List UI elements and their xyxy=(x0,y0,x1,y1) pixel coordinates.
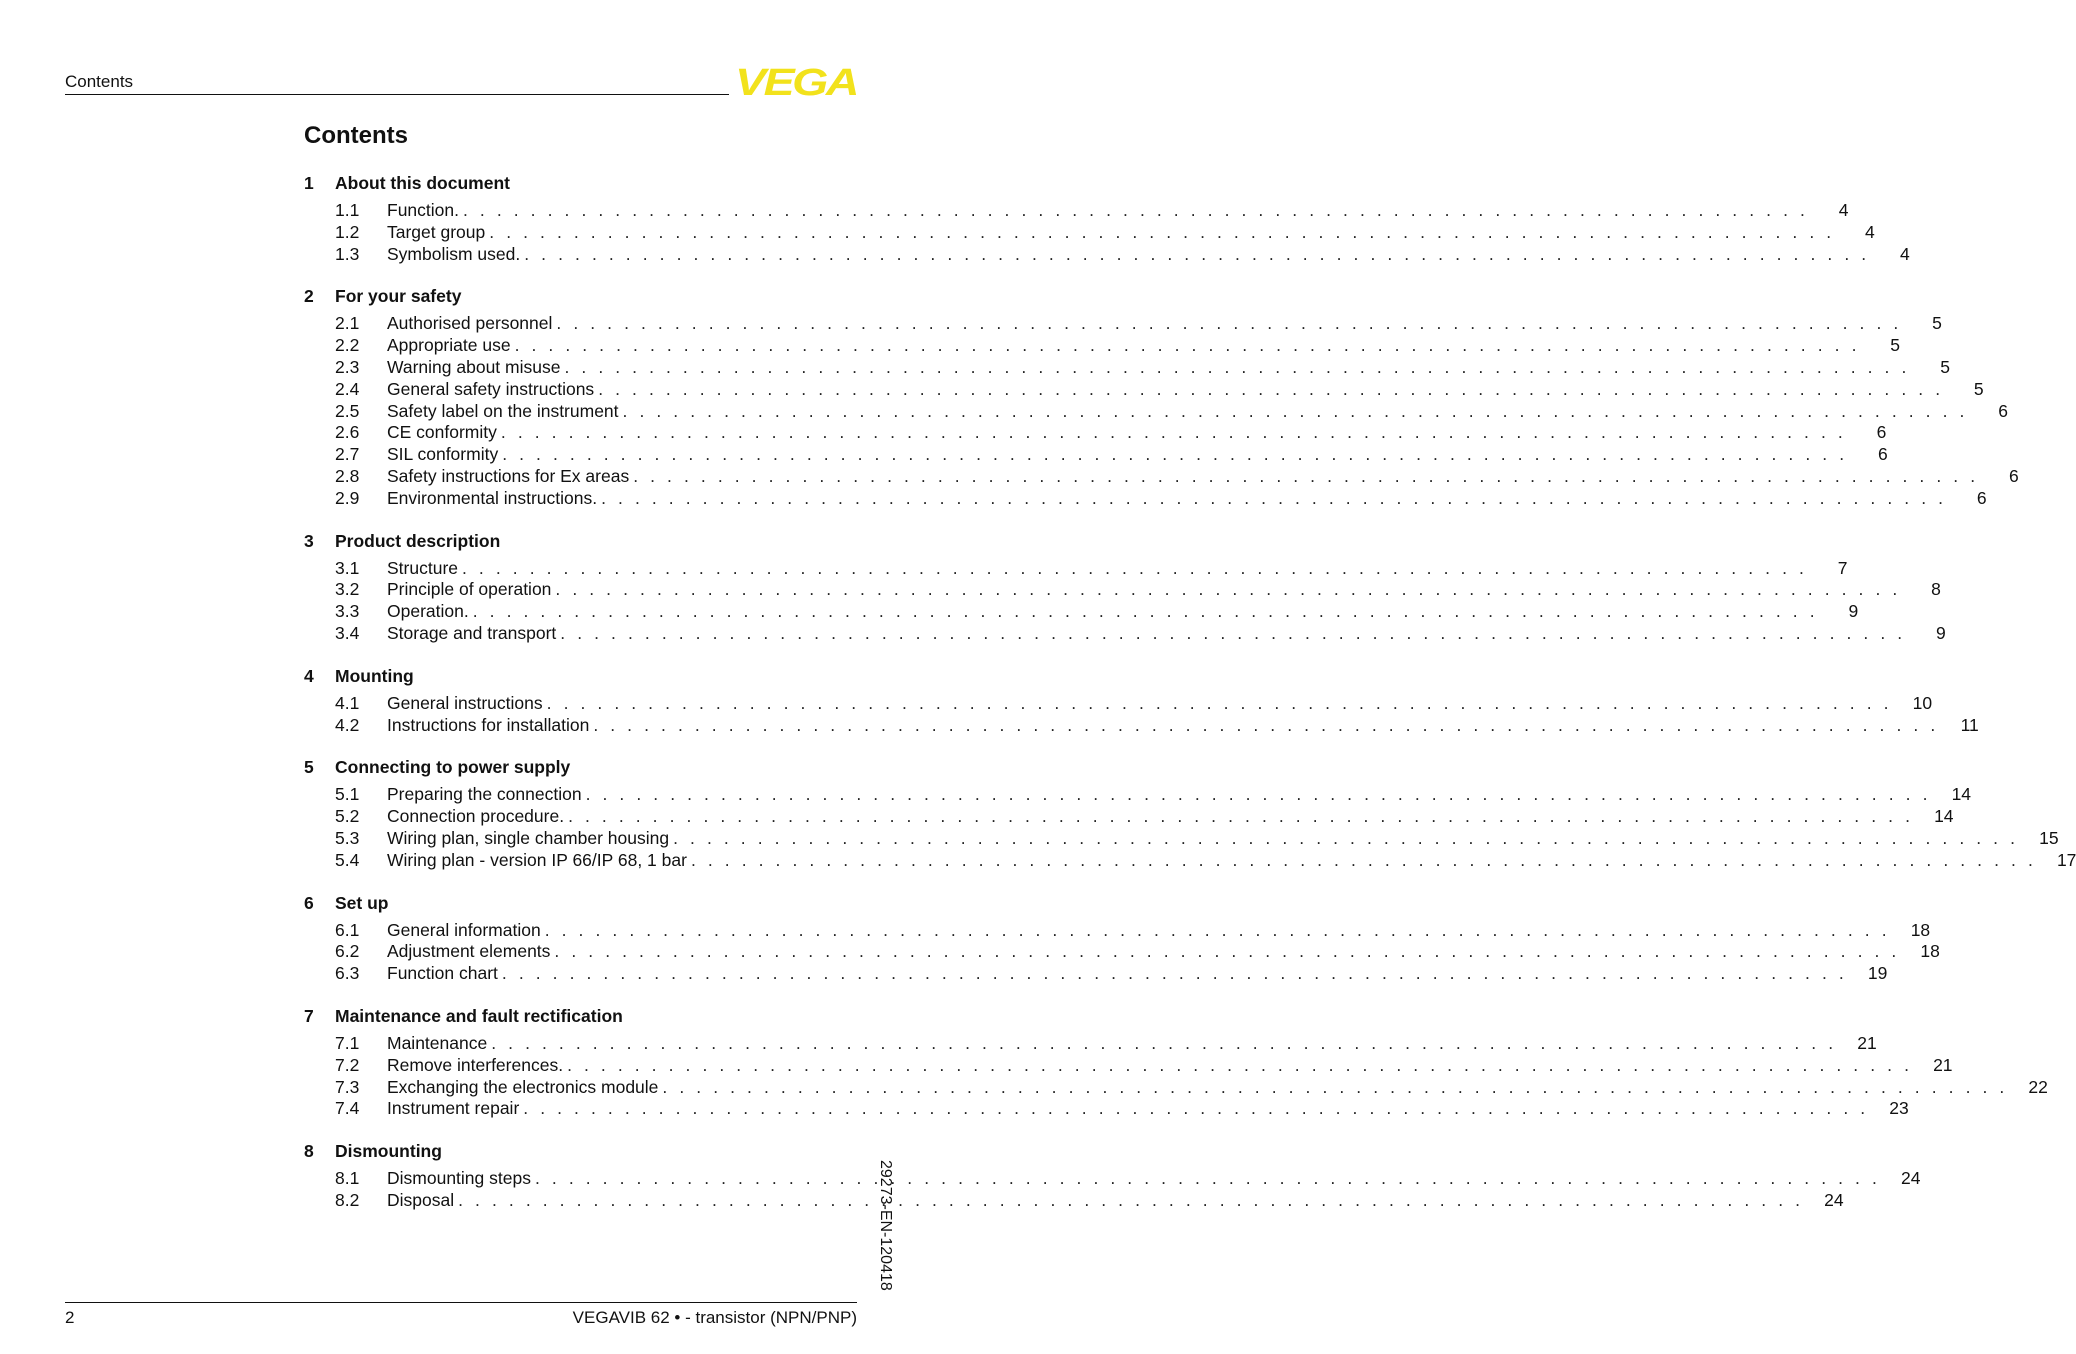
entry-title: General information xyxy=(387,919,541,940)
entry-page: 6 xyxy=(1998,400,2008,421)
leader-dots: . . . . . . . . . . . . . . . . . . . . . . . . . . . . . . . . . . . . . . . . . . . . . . . . . . . . . . . . . . . . . . . . . . . . . . . . . . . . . . . . xyxy=(560,622,1906,643)
document-id: 29273-EN-120418 xyxy=(877,1160,894,1291)
leader-dots: . . . . . . . . . . . . . . . . . . . . . . . . . . . . . . . . . . . . . . . . . . . . . . . . . . . . . . . . . . . . . . . . . . . . . . . . . . . . . . . . xyxy=(523,1098,1869,1119)
toc-section xyxy=(304,529,1946,645)
section-number: 2 xyxy=(304,286,314,307)
entry-page: 23 xyxy=(1889,1098,1909,1119)
toc-entry[interactable] xyxy=(304,1032,1877,1055)
section-heading[interactable] xyxy=(304,284,860,308)
entry-title: General instructions xyxy=(387,692,543,713)
leader-dots: . . . . . . . . . . . . . . . . . . . . . . . . . . . . . . . . . . . . . . . . . . . . . . . . . . . . . . . . . . . . . . . . . . . . . . . . . . . . . . . . xyxy=(598,378,1944,399)
leader-dots: . . . . . . . . . . . . . . . . . . . . . . . . . . . . . . . . . . . . . . . . . . . . . . . . . . . . . . . . . . . . . . . . . . . . . . . . . . . . . . . . xyxy=(585,784,1932,805)
leader-dots: . . . . . . . . . . . . . . . . . . . . . . . . . . . . . . . . . . . . . . . . . . . . . . . . . . . . . . . . . . . . . . . . . . . . . . . . . . . . . . . . xyxy=(544,919,1891,940)
entry-number: 5.2 xyxy=(335,806,360,827)
entry-number: 2.2 xyxy=(335,335,360,356)
section-heading[interactable] xyxy=(304,755,860,779)
leader-dots: . . . . . . . . . . . . . . . . . . . . . . . . . . . . . . . . . . . . . . . . . . . . . . . . . . . . . . . . . . . . . . . . . . . . . . . . . . . . . . . . xyxy=(564,356,1910,377)
leader-dots: . . . . . . . . . . . . . . . . . . . . . . . . . . . . . . . . . . . . . . . . . . . . . . . . . . . . . . . . . . . . . . . . . . . . . . . . . . . . . . . . xyxy=(593,714,1939,735)
toc-entry[interactable] xyxy=(304,1054,1953,1077)
section-title: Product description xyxy=(335,530,501,551)
entry-number: 5.1 xyxy=(335,784,360,805)
entry-page: 9 xyxy=(1936,622,1946,643)
entry-page: 14 xyxy=(1951,784,1972,805)
leader-dots: . . . . . . . . . . . . . . . . . . . . . . . . . . . . . . . . . . . . . . . . . . . . . . . . . . . . . . . . . . . . . . . . . . . . . . . . . . . . . . . . xyxy=(501,963,1848,984)
entry-title: Symbolism used. xyxy=(387,243,521,264)
section-title: For your safety xyxy=(335,286,462,307)
entry-page: 5 xyxy=(1973,378,1984,399)
entry-number: 3.4 xyxy=(335,622,360,643)
leader-dots: . . . . . . . . . . . . . . . . . . . . . . . . . . . . . . . . . . . . . . . . . . . . . . . . . . . . . . . . . . . . . . . . . . . . . . . . . . . . . . . . xyxy=(500,422,1847,443)
toc-entry[interactable] xyxy=(304,692,1933,715)
header-rule xyxy=(65,94,729,95)
toc-entry[interactable] xyxy=(304,1076,2048,1099)
entry-number: 2.8 xyxy=(335,465,360,486)
toc-entry[interactable] xyxy=(304,827,2059,850)
leader-dots: . . . . . . . . . . . . . . . . . . . . . . . . . . . . . . . . . . . . . . . . . . . . . . . . . . . . . . . . . . . . . . . . . . . . . . . . . . . . . . . . xyxy=(472,601,1819,622)
entry-number: 2.7 xyxy=(335,444,360,465)
leader-dots: . . . . . . . . . . . . . . . . . . . . . . . . . . . . . . . . . . . . . . . . . . . . . . . . . . . . . . . . . . . . . . . . . . . . . . . . . . . . . . . . xyxy=(662,1076,2008,1097)
toc-entry[interactable] xyxy=(304,400,2008,423)
entry-title: Instrument repair xyxy=(387,1098,520,1119)
entry-page: 8 xyxy=(1931,579,1941,600)
entry-number: 6.3 xyxy=(335,963,360,984)
leader-dots: . . . . . . . . . . . . . . . . . . . . . . . . . . . . . . . . . . . . . . . . . . . . . . . . . . . . . . . . . . . . . . . . . . . . . . . . . . . . . . . . xyxy=(524,243,1870,264)
section-number: 6 xyxy=(304,892,314,913)
entry-title: Operation. xyxy=(387,601,469,622)
toc-entry[interactable] xyxy=(304,714,1979,737)
entry-title: Environmental instructions. xyxy=(387,487,598,508)
leader-dots: . . . . . . . . . . . . . . . . . . . . . . . . . . . . . . . . . . . . . . . . . . . . . . . . . . . . . . . . . . . . . . . . . . . . . . . . . . . . . . . . xyxy=(554,941,1900,962)
entry-title: CE conformity xyxy=(387,422,497,443)
footer-page-number: 2 xyxy=(65,1308,75,1327)
toc-section xyxy=(304,1004,2048,1120)
entry-number: 5.4 xyxy=(335,849,360,870)
header-label: Contents xyxy=(65,72,134,91)
entry-number: 7.3 xyxy=(335,1076,360,1097)
leader-dots: . . . . . . . . . . . . . . . . . . . . . . . . . . . . . . . . . . . . . . . . . . . . . . . . . . . . . . . . . . . . . . . . . . . . . . . . . . . . . . . . xyxy=(491,1032,1837,1053)
section-number: 3 xyxy=(304,530,314,551)
entry-title: Exchanging the electronics module xyxy=(387,1076,659,1097)
entry-page: 5 xyxy=(1890,335,1901,356)
entry-title: Maintenance xyxy=(387,1032,488,1053)
toc-section xyxy=(304,171,1910,265)
toc-entry[interactable] xyxy=(304,622,1946,645)
toc-entry[interactable] xyxy=(304,1098,1909,1120)
leader-dots: . . . . . . . . . . . . . . . . . . . . . . . . . . . . . . . . . . . . . . . . . . . . . . . . . . . . . . . . . . . . . . . . . . . . . . . . . . . . . . . . xyxy=(567,1054,1913,1075)
entry-number: 3.3 xyxy=(335,601,360,622)
toc-entry[interactable] xyxy=(304,601,1859,623)
toc-entry[interactable] xyxy=(304,378,1984,401)
entry-page: 9 xyxy=(1848,601,1859,622)
section-number: 8 xyxy=(304,1141,314,1162)
entry-page: 5 xyxy=(1932,313,1942,334)
entry-number: 1.1 xyxy=(335,200,360,220)
section-heading[interactable] xyxy=(304,891,860,915)
entry-title: Safety instructions for Ex areas xyxy=(387,465,630,486)
toc-entry[interactable] xyxy=(304,784,1972,806)
entry-page: 11 xyxy=(1960,714,1979,735)
svg-text:VEGA: VEGA xyxy=(735,62,857,104)
entry-page: 4 xyxy=(1865,221,1875,242)
entry-title: Dismounting steps xyxy=(387,1168,531,1189)
entry-title: Structure xyxy=(387,557,458,578)
entry-page: 17 xyxy=(2056,849,2076,870)
entry-number: 7.2 xyxy=(335,1054,360,1075)
entry-title: Function chart xyxy=(387,963,498,984)
entry-number: 2.5 xyxy=(335,400,360,421)
entry-page: 24 xyxy=(1824,1189,1844,1210)
entry-page: 6 xyxy=(1877,444,1888,465)
leader-dots: . . . . . . . . . . . . . . . . . . . . . . . . . . . . . . . . . . . . . . . . . . . . . . . . . . . . . . . . . . . . . . . . . . . . . . . . . . . . . . . . xyxy=(555,579,1901,600)
toc-entry[interactable] xyxy=(304,335,1901,357)
entry-title: Safety label on the instrument xyxy=(387,400,619,421)
vega-logo xyxy=(735,62,859,104)
entry-title: Authorised personnel xyxy=(387,313,553,334)
footer-rule xyxy=(65,1302,857,1303)
entry-page: 21 xyxy=(1933,1054,1953,1075)
entry-number: 6.2 xyxy=(335,941,360,962)
toc-entry[interactable] xyxy=(304,806,1954,828)
toc-entry[interactable] xyxy=(304,963,1888,985)
leader-dots: . . . . . . . . . . . . . . . . . . . . . . . . . . . . . . . . . . . . . . . . . . . . . . . . . . . . . . . . . . . . . . . . . . . . . . . . . . . . . . . . xyxy=(462,557,1808,578)
entry-number: 8.1 xyxy=(335,1168,360,1189)
section-heading[interactable] xyxy=(304,529,860,553)
entry-title: Remove interferences. xyxy=(387,1054,564,1075)
entry-title: Instructions for installation xyxy=(387,714,590,735)
entry-number: 4.2 xyxy=(335,714,360,735)
toc-section xyxy=(304,755,2076,871)
toc-entry[interactable] xyxy=(304,919,1931,942)
leader-dots: . . . . . . . . . . . . . . . . . . . . . . . . . . . . . . . . . . . . . . . . . . . . . . . . . . . . . . . . . . . . . . . . . . . . . . . . . . . . . . . . xyxy=(622,400,1968,421)
entry-number: 5.3 xyxy=(335,827,360,848)
section-title: Set up xyxy=(335,892,389,913)
leader-dots: . . . . . . . . . . . . . . . . . . . . . . . . . . . . . . . . . . . . . . . . . . . . . . . . . . . . . . . . . . . . . . . . . . . . . . . . . . . . . . . . xyxy=(534,1168,1881,1189)
leader-dots: . . . . . . . . . . . . . . . . . . . . . . . . . . . . . . . . . . . . . . . . . . . . . . . . . . . . . . . . . . . . . . . . . . . . . . . . . . . . . . . . xyxy=(556,313,1902,334)
section-title: Maintenance and fault rectification xyxy=(335,1005,623,1026)
toc-entry[interactable] xyxy=(304,200,1849,222)
entry-page: 4 xyxy=(1838,200,1849,220)
section-number: 4 xyxy=(304,665,314,686)
toc-entry[interactable] xyxy=(304,1168,1921,1190)
section-number: 1 xyxy=(304,173,314,193)
toc-section xyxy=(304,664,1979,737)
entry-number: 1.2 xyxy=(335,221,360,242)
entry-number: 2.6 xyxy=(335,422,360,443)
toc-entry[interactable] xyxy=(304,1189,1844,1212)
entry-page: 18 xyxy=(1920,941,1940,962)
entry-number: 7.4 xyxy=(335,1098,360,1119)
entry-page: 10 xyxy=(1912,692,1933,713)
toc-section xyxy=(304,891,1940,985)
toc-entry[interactable] xyxy=(304,487,1987,510)
entry-title: General safety instructions xyxy=(387,378,595,399)
toc-entry[interactable] xyxy=(304,221,1875,244)
section-heading[interactable] xyxy=(304,1139,860,1163)
entry-page: 18 xyxy=(1910,919,1931,940)
entry-number: 2.4 xyxy=(335,378,360,399)
section-heading[interactable] xyxy=(304,1004,860,1028)
toc-entry[interactable] xyxy=(304,465,2019,488)
entry-title: Disposal xyxy=(387,1189,455,1210)
toc-entry[interactable] xyxy=(304,243,1910,266)
toc-entry[interactable] xyxy=(304,941,1940,963)
entry-number: 6.1 xyxy=(335,919,360,940)
toc-entry[interactable] xyxy=(304,557,1848,580)
toc-section xyxy=(304,1139,1921,1212)
leader-dots: . . . . . . . . . . . . . . . . . . . . . . . . . . . . . . . . . . . . . . . . . . . . . . . . . . . . . . . . . . . . . . . . . . . . . . . . . . . . . . . . xyxy=(690,849,2037,870)
entry-page: 5 xyxy=(1940,356,1950,377)
section-title: About this document xyxy=(335,173,510,193)
section-number: 5 xyxy=(304,757,314,778)
entry-page: 21 xyxy=(1857,1032,1877,1053)
page-title: Contents xyxy=(304,122,408,149)
leader-dots: . . . . . . . . . . . . . . . . . . . . . . . . . . . . . . . . . . . . . . . . . . . . . . . . . . . . . . . . . . . . . . . . . . . . . . . . . . . . . . . . xyxy=(546,692,1893,713)
entry-number: 3.2 xyxy=(335,579,360,600)
leader-dots: . . . . . . . . . . . . . . . . . . . . . . . . . . . . . . . . . . . . . . . . . . . . . . . . . . . . . . . . . . . . . . . . . . . . . . . . . . . . . . . . xyxy=(633,465,1979,486)
entry-page: 6 xyxy=(2008,465,2019,486)
leader-dots: . . . . . . . . . . . . . . . . . . . . . . . . . . . . . . . . . . . . . . . . . . . . . . . . . . . . . . . . . . . . . . . . . . . . . . . . . . . . . . . . xyxy=(458,1189,1804,1210)
entry-page: 7 xyxy=(1837,557,1848,578)
entry-number: 2.1 xyxy=(335,313,360,334)
entry-number: 2.9 xyxy=(335,487,360,508)
entry-title: Wiring plan, single chamber housing xyxy=(387,827,670,848)
entry-title: Preparing the connection xyxy=(387,784,582,805)
entry-page: 24 xyxy=(1900,1168,1921,1189)
entry-page: 6 xyxy=(1976,487,1987,508)
entry-page: 4 xyxy=(1899,243,1910,264)
toc-entry[interactable] xyxy=(304,313,1942,335)
leader-dots: . . . . . . . . . . . . . . . . . . . . . . . . . . . . . . . . . . . . . . . . . . . . . . . . . . . . . . . . . . . . . . . . . . . . . . . . . . . . . . . . xyxy=(673,827,2019,848)
entry-title: Adjustment elements xyxy=(387,941,551,962)
section-number: 7 xyxy=(304,1005,314,1026)
entry-page: 22 xyxy=(2028,1076,2048,1097)
entry-page: 19 xyxy=(1867,963,1888,984)
leader-dots: . . . . . . . . . . . . . . . . . . . . . . . . . . . . . . . . . . . . . . . . . . . . . . . . . . . . . . . . . . . . . . . . . . . . . . . . . . . . . . . . xyxy=(462,200,1809,220)
leader-dots: . . . . . . . . . . . . . . . . . . . . . . . . . . . . . . . . . . . . . . . . . . . . . . . . . . . . . . . . . . . . . . . . . . . . . . . . . . . . . . . . xyxy=(601,487,1947,508)
section-title: Connecting to power supply xyxy=(335,757,571,778)
entry-number: 2.3 xyxy=(335,356,360,377)
toc-section xyxy=(304,284,2019,509)
section-heading[interactable] xyxy=(304,664,860,688)
section-title: Dismounting xyxy=(335,1141,442,1162)
entry-title: SIL conformity xyxy=(387,444,499,465)
entry-title: Warning about misuse xyxy=(387,356,561,377)
toc-entry[interactable] xyxy=(304,422,1887,444)
leader-dots: . . . . . . . . . . . . . . . . . . . . . . . . . . . . . . . . . . . . . . . . . . . . . . . . . . . . . . . . . . . . . . . . . . . . . . . . . . . . . . . . xyxy=(502,444,1848,465)
leader-dots: . . . . . . . . . . . . . . . . . . . . . . . . . . . . . . . . . . . . . . . . . . . . . . . . . . . . . . . . . . . . . . . . . . . . . . . . . . . . . . . . xyxy=(568,806,1914,827)
leader-dots: . . . . . . . . . . . . . . . . . . . . . . . . . . . . . . . . . . . . . . . . . . . . . . . . . . . . . . . . . . . . . . . . . . . . . . . . . . . . . . . . xyxy=(489,221,1835,242)
entry-title: Target group xyxy=(387,221,486,242)
entry-number: 7.1 xyxy=(335,1032,360,1053)
entry-page: 15 xyxy=(2039,827,2059,848)
leader-dots: . . . . . . . . . . . . . . . . . . . . . . . . . . . . . . . . . . . . . . . . . . . . . . . . . . . . . . . . . . . . . . . . . . . . . . . . . . . . . . . . xyxy=(514,335,1861,356)
entry-title: Principle of operation xyxy=(387,579,552,600)
entry-page: 6 xyxy=(1876,422,1887,443)
entry-title: Appropriate use xyxy=(387,335,511,356)
entry-number: 1.3 xyxy=(335,243,360,264)
entry-title: Function. xyxy=(387,200,459,220)
section-title: Mounting xyxy=(335,665,414,686)
toc-entry[interactable] xyxy=(304,444,1888,466)
entry-title: Storage and transport xyxy=(387,622,557,643)
entry-number: 3.1 xyxy=(335,557,360,578)
entry-title: Connection procedure. xyxy=(387,806,565,827)
entry-number: 4.1 xyxy=(335,692,360,713)
toc-entry[interactable] xyxy=(304,849,2076,872)
toc-entry[interactable] xyxy=(304,579,1941,601)
entry-number: 8.2 xyxy=(335,1189,360,1210)
toc-entry[interactable] xyxy=(304,356,1950,379)
footer-product-name: VEGAVIB 62 • - transistor (NPN/PNP) xyxy=(572,1308,857,1327)
entry-title: Wiring plan - version IP 66/IP 68, 1 bar xyxy=(387,849,687,870)
entry-page: 14 xyxy=(1934,806,1954,827)
section-heading[interactable] xyxy=(304,171,860,195)
